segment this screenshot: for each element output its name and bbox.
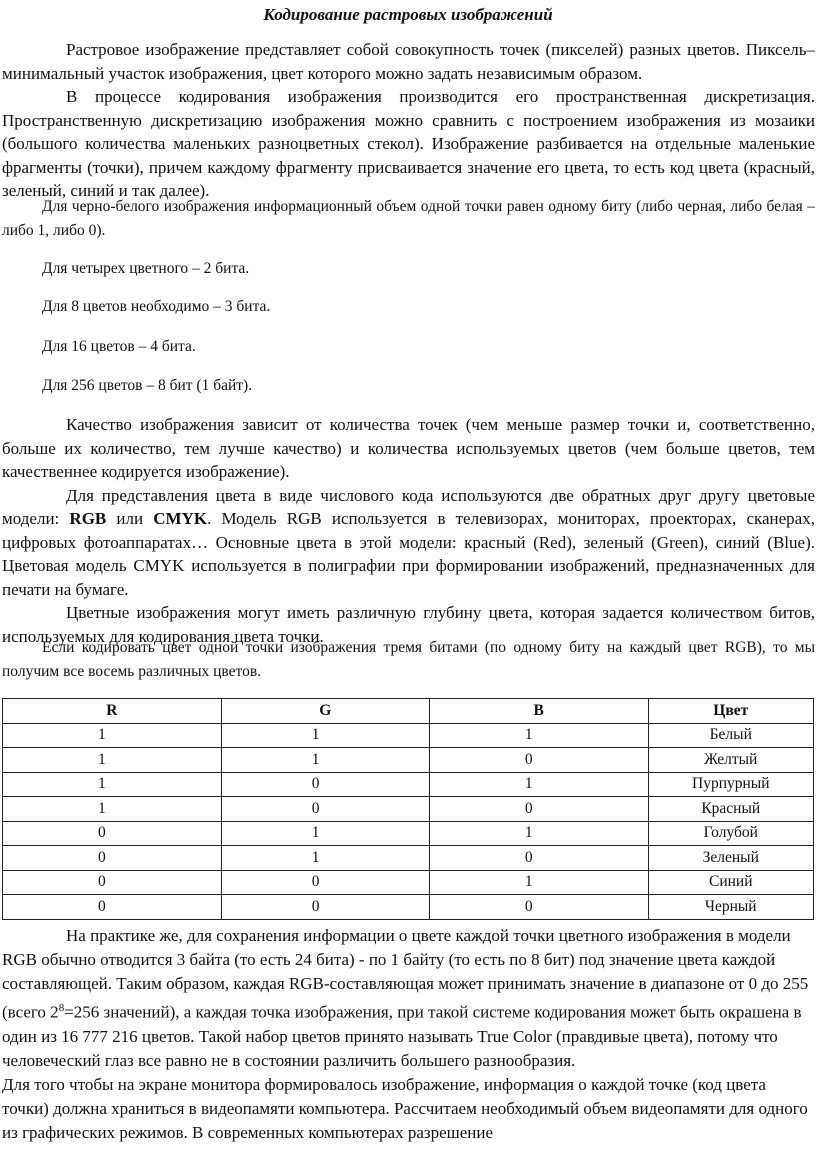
bits-line-4: Для четырех цветного – 2 бита. bbox=[42, 260, 250, 277]
cmyk-term: CMYK bbox=[153, 509, 208, 528]
table-row bbox=[3, 821, 814, 846]
table-row bbox=[3, 895, 814, 920]
paragraph-bw-text: Для черно-белого изображения информационный объем одной точки равен одному биту (либо черная, либо белая – либо 1, либо 0). bbox=[2, 198, 815, 239]
cell-color: Синий bbox=[648, 870, 813, 895]
cell-b: 1 bbox=[429, 870, 648, 895]
header-g: G bbox=[221, 699, 429, 724]
cell-g: 0 bbox=[221, 797, 429, 822]
rgb-term: RGB bbox=[69, 509, 107, 528]
page-title: Кодирование растровых изображений bbox=[263, 5, 553, 24]
bits-line-16: Для 16 цветов – 4 бита. bbox=[42, 338, 196, 355]
cell-g: 1 bbox=[221, 748, 429, 773]
cell-r: 1 bbox=[3, 723, 222, 748]
cell-g: 1 bbox=[221, 846, 429, 871]
cell-g: 0 bbox=[221, 870, 429, 895]
header-r: R bbox=[3, 699, 222, 724]
cell-color: Желтый bbox=[648, 748, 813, 773]
table-row bbox=[3, 846, 814, 871]
cell-color: Белый bbox=[648, 723, 813, 748]
paragraph-three-bits bbox=[2, 636, 815, 684]
cell-b: 0 bbox=[429, 846, 648, 871]
cell-color: Черный bbox=[648, 895, 813, 920]
true-color-text-a: На практике же, для сохранения информации о цвете каждой точки цветного изображения в модели RGB обычно отводится 3 байта (то есть 24 бита) - по 1 байту (то есть по 8 бит) под значение цвета каждой составляющей. Таким образом, каждая RGB-составляющая может принимать значение в диапазоне от 0 до 255 (всего 2 bbox=[2, 926, 809, 1022]
cell-r: 1 bbox=[3, 748, 222, 773]
color-models-text-a: Для представления цвета в виде числового кода используются две обратных друг другу цветовые модели: bbox=[2, 485, 815, 528]
paragraph-true-color bbox=[2, 924, 815, 1073]
cell-r: 0 bbox=[3, 821, 222, 846]
table-row bbox=[3, 870, 814, 895]
table-row bbox=[3, 797, 814, 822]
color-models-or: или bbox=[106, 509, 154, 528]
cell-color: Голубой bbox=[648, 821, 813, 846]
paragraph-discretization: В процессе кодирования изображения производится его пространственная дискретизация. Пространственную дискретизацию изображения можно сравнить с построением изображения из мозаики (большого количества маленьких разноцветных стекол). Изображение разбивается на отдельные маленькие фрагменты (точки), причем каждому фрагменту присваивается значение его цвета, то есть код цвета (красный, зеленый, синий и так далее). bbox=[2, 87, 815, 200]
cell-r: 0 bbox=[3, 870, 222, 895]
cell-g: 1 bbox=[221, 723, 429, 748]
exponent: 8 bbox=[58, 1002, 65, 1014]
header-b: B bbox=[429, 699, 648, 724]
cell-r: 1 bbox=[3, 797, 222, 822]
paragraph-video-memory: Для того чтобы на экране монитора формировалось изображение, информация о каждой точке (код цвета точки) должна храниться в видеопамяти компьютера. Рассчитаем необходимый объем видеопамяти для одного из графических режимов. В современных компьютерах разрешение bbox=[2, 1074, 808, 1142]
table-row bbox=[3, 772, 814, 797]
cell-b: 1 bbox=[429, 723, 648, 748]
cell-b: 0 bbox=[429, 895, 648, 920]
rgb-color-table bbox=[2, 698, 814, 920]
color-models-text-b: . Модель RGB используется в телевизорах, мониторах, проекторах, сканерах, цифровых фотоаппаратах… Основные цвета в этой модели: красный (Red), зеленый (Green), синий (Blue). Цветовая модель CMYK используется в полиграфии при формировании изображений, предназначенных для печати на бумаге. bbox=[2, 509, 815, 599]
bits-line-8: Для 8 цветов необходимо – 3 бита. bbox=[42, 298, 271, 315]
cell-b: 0 bbox=[429, 797, 648, 822]
cell-r: 0 bbox=[3, 895, 222, 920]
header-color: Цвет bbox=[648, 699, 813, 724]
closing-section bbox=[2, 924, 815, 1145]
paragraph-color-depth: Цветные изображения могут иметь различную глубину цвета, которая задается количеством битов, используемых для кодирования цвета точки. bbox=[2, 603, 815, 646]
cell-g: 1 bbox=[221, 821, 429, 846]
cell-r: 0 bbox=[3, 846, 222, 871]
table-row bbox=[3, 723, 814, 748]
table-row bbox=[3, 748, 814, 773]
paragraph-color-models bbox=[2, 484, 815, 602]
cell-b: 0 bbox=[429, 748, 648, 773]
intro-section bbox=[2, 38, 815, 203]
bits-line-256: Для 256 цветов – 8 бит (1 байт). bbox=[42, 377, 253, 394]
cell-b: 1 bbox=[429, 821, 648, 846]
cell-r: 1 bbox=[3, 772, 222, 797]
table-header-row bbox=[3, 699, 814, 724]
paragraph-three-bits-text: Если кодировать цвет одной точки изображения тремя битами (по одному биту на каждый цвет RGB), то мы получим все восемь различных цветов. bbox=[2, 639, 815, 680]
cell-color: Красный bbox=[648, 797, 813, 822]
paragraph-raster-definition: Растровое изображение представляет собой совокупность точек (пикселей) разных цветов. Пиксель– минимальный участок изображения, цвет которого можно задать независимым образом. bbox=[2, 40, 815, 83]
paragraph-bw bbox=[2, 195, 815, 243]
quality-section bbox=[2, 413, 815, 648]
cell-b: 1 bbox=[429, 772, 648, 797]
cell-g: 0 bbox=[221, 772, 429, 797]
cell-g: 0 bbox=[221, 895, 429, 920]
cell-color: Зеленый bbox=[648, 846, 813, 871]
paragraph-quality: Качество изображения зависит от количества точек (чем меньше размер точки и, соответственно, больше их количество, тем лучше качество) и количества используемых цветов (чем больше цветов, тем качественнее кодируется изображение). bbox=[2, 415, 815, 481]
cell-color: Пурпурный bbox=[648, 772, 813, 797]
true-color-text-b: =256 значений), а каждая точка изображения, при такой системе кодирования может быть окрашена в один из 16 777 216 цветов. Такой набор цветов принято называть True Color (правдивые цвета), потому что человеческий глаз все равно не в состоянии различить большего разнообразия. bbox=[2, 1002, 802, 1070]
